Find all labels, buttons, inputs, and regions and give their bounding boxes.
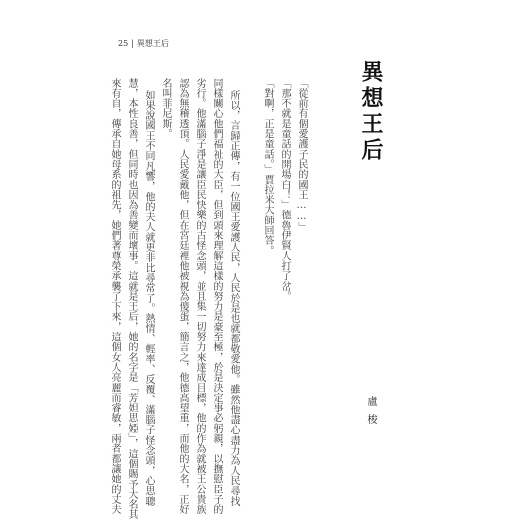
text-column-3: 「對啊，正是童話。」賈拉米大師回答。 [262,78,273,256]
running-title: 異想王后 [136,39,169,48]
header-separator: | [131,39,134,48]
text-column-6: 劣行。他滿腦子淨是讓臣民快樂的古怪念頭，並且集一切努力來達成目標，他的作為就被王公貴族 [194,78,205,515]
text-column-10: 慧，本性良善，但同時也因為善變而壞事。這就是王后，她的名字是「芳妲思婭」，這個賜予大名其 [126,78,137,520]
text-column-5: 同樣關心他們福祉的大臣，但到頭來理解這樣的努力是豪至極，於是決定事必躬親，以撫慰臣子的 [211,78,222,515]
text-column-1: 「從前有個愛護子民的國王……」 [296,78,307,233]
text-column-11: 來有自，傳承自她母系的祖先，她們著尊榮承襲了下來，這個女人亮麗而睿敏，兩者都讓她的丈夫 [109,78,120,515]
running-header [118,38,169,49]
article-title: 異想王后 [358,60,384,164]
author-name: 盧梭 [365,396,376,432]
text-column-8: 名叫菲尼斯。 [160,78,171,139]
text-column-9: 如果說國王不同凡響，他的夫人就更非比尋常了。熱情、輕率、反覆、滿腦子怪念頭，心思聰 [143,90,154,507]
text-column-4: 所以，言歸正傳，有一位國王愛護人民，人民於是也就都敬愛他。雖然他盡心盡力為人民尋找 [228,90,239,507]
text-column-2: 「那不就是童話的開場白！」德魯伊賢人打了岔。 [279,78,290,302]
text-column-7: 認為無稽透頂。人民愛戴他，但在宮廷裡他被視為傻蛋，簡言之，他德高望重，而他的大名，正好 [177,78,188,515]
page-number: 25 [118,39,129,48]
